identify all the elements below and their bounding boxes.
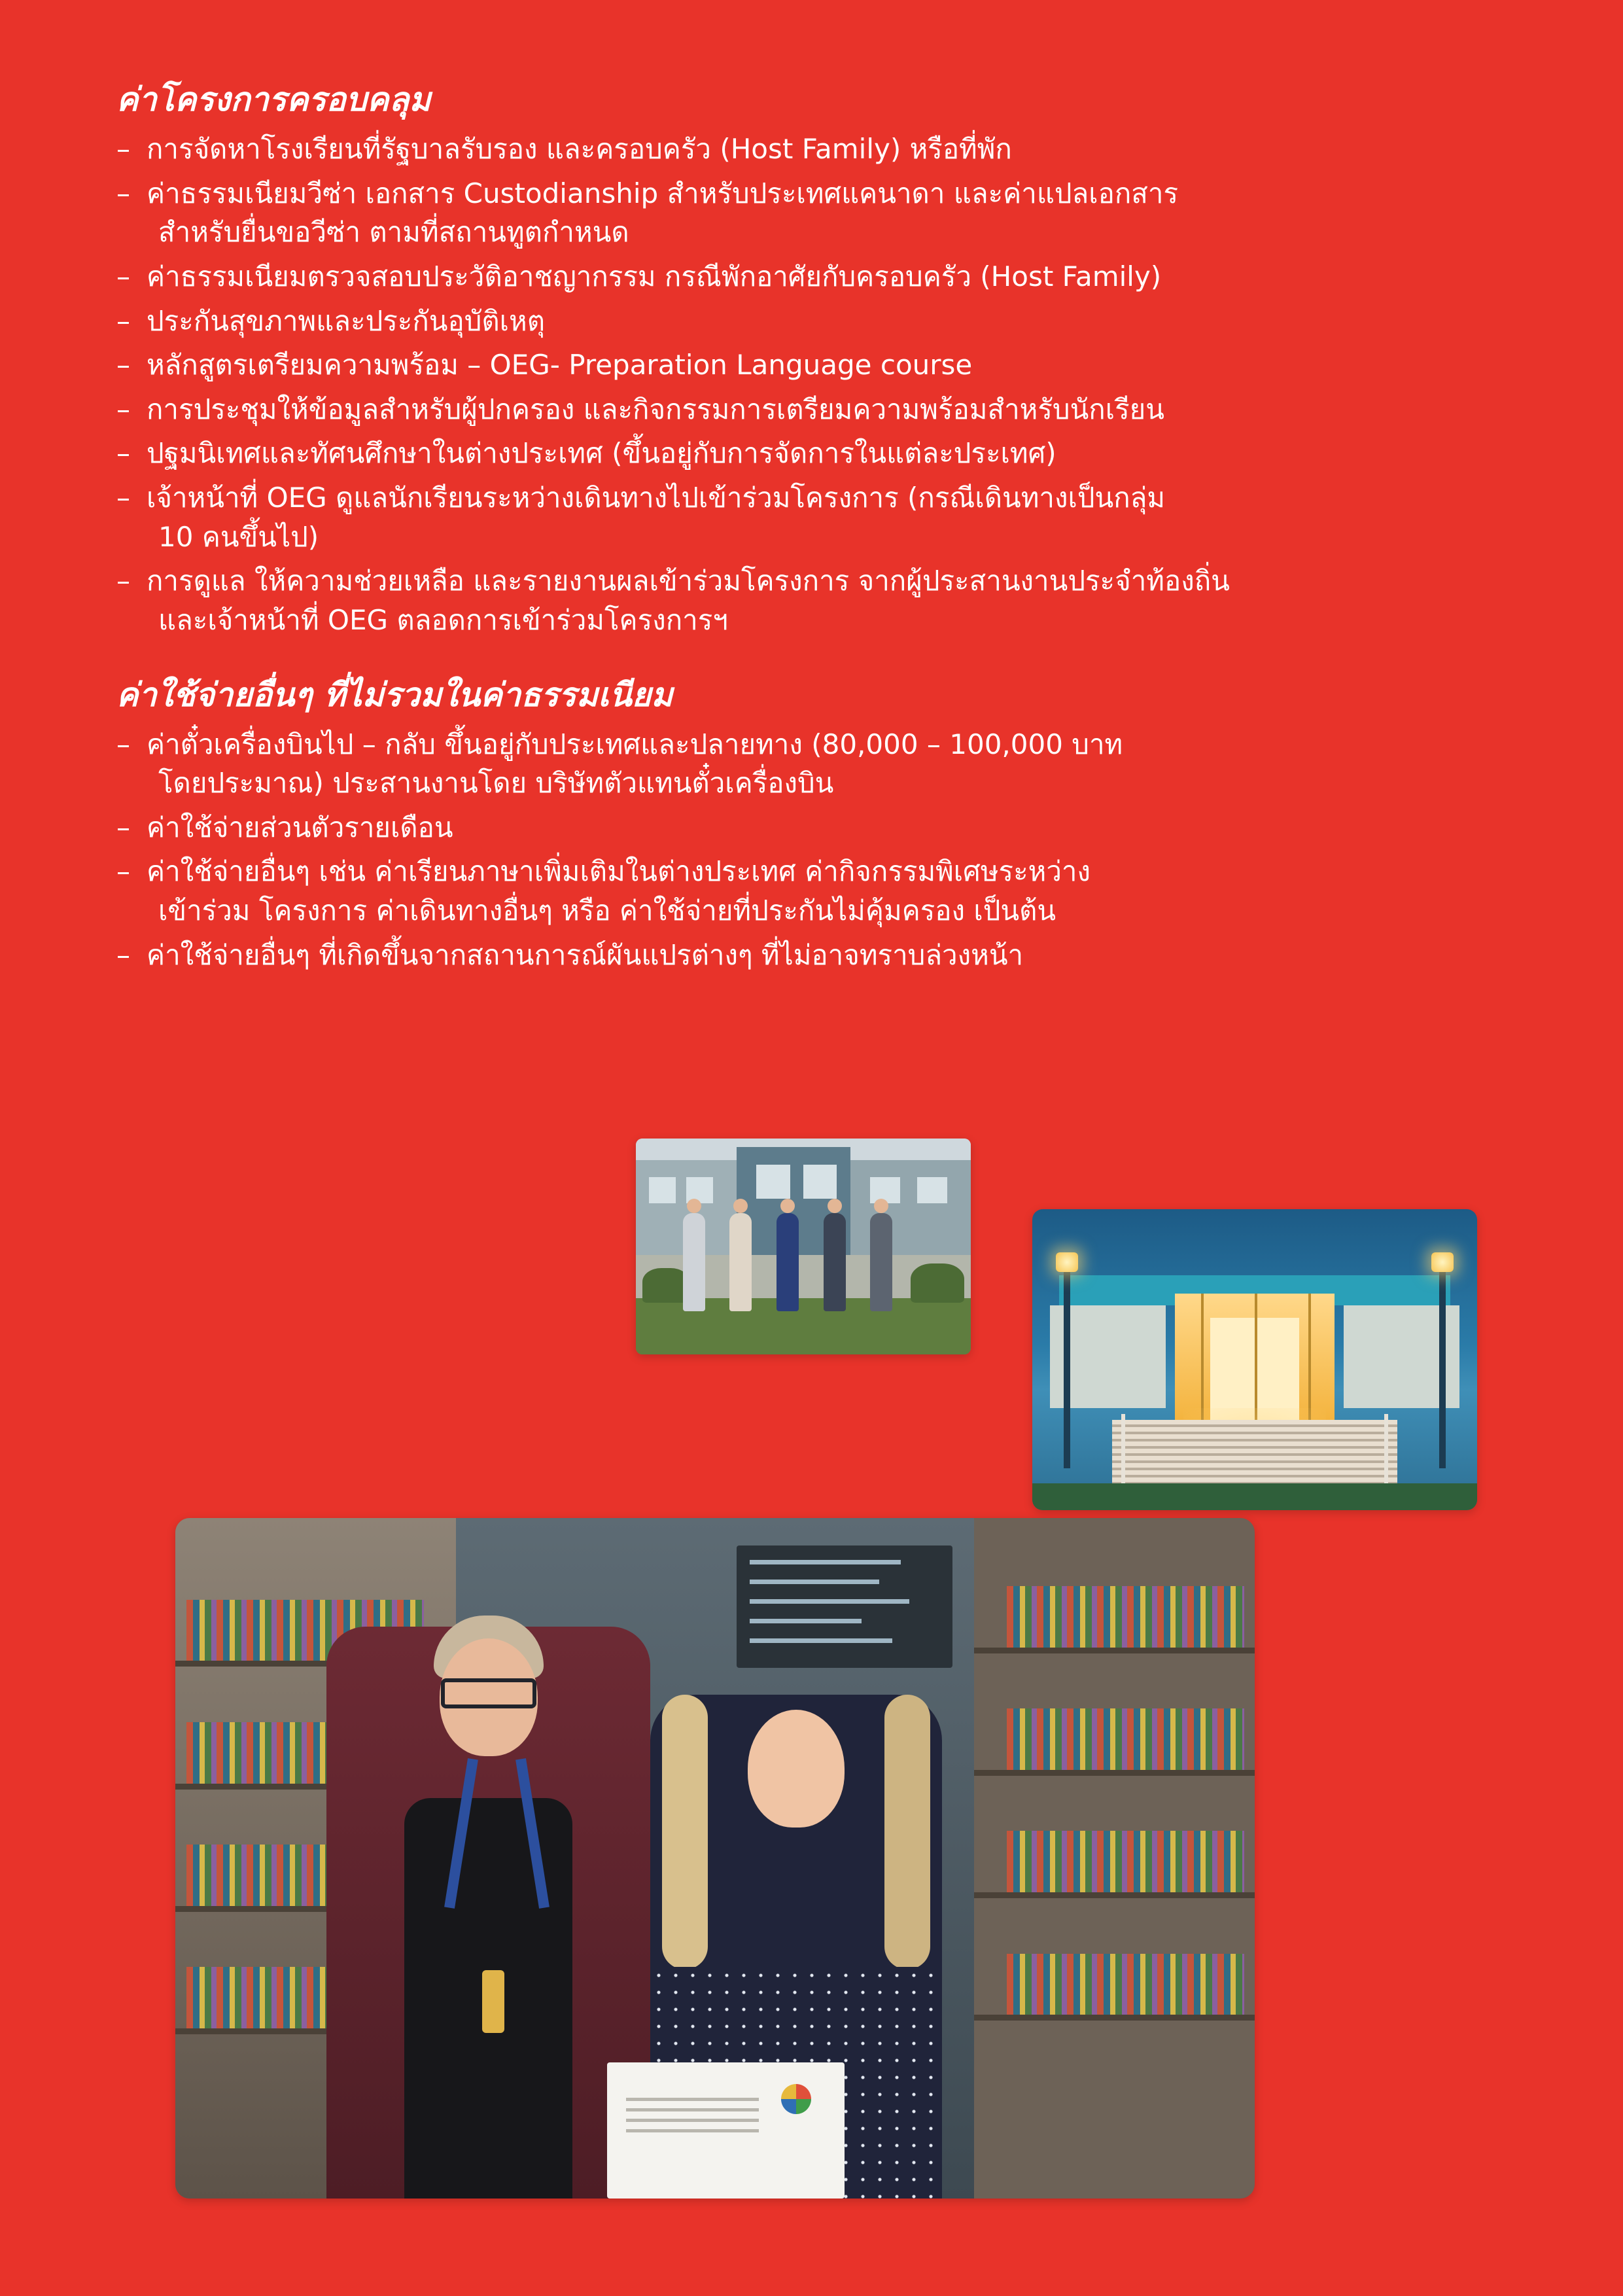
list-item-text: หลักสูตรเตรียมความพร้อม – OEG- Preparation Language course [147, 349, 973, 381]
list-item [116, 130, 1359, 169]
bullet-marker: – [116, 855, 130, 888]
list-item-text-continued: เข้าร่วม โครงการ ค่าเดินทางอื่นๆ หรือ ค่าใช้จ่ายที่ประกันไม่คุ้มครอง เป็นต้น [158, 894, 1056, 927]
students-group-outside-school-photo [636, 1139, 971, 1354]
list-item-text-continued: 10 คนขึ้นไป) [158, 520, 319, 553]
list-item [116, 257, 1359, 296]
list-item [116, 852, 1359, 930]
list-item-text-continued: สำหรับยื่นขอวีซ่า ตามที่สถานทูตกำหนด [158, 216, 629, 249]
bullet-marker: – [116, 482, 130, 514]
teacher-and-student-in-library-photo [175, 1518, 1255, 2199]
bullet-marker: – [116, 260, 130, 292]
list-item [116, 936, 1359, 975]
list-item [116, 302, 1359, 341]
section-heading: ค่าโครงการครอบคลุม [116, 80, 431, 118]
bullet-marker: – [116, 393, 130, 425]
bullet-marker: – [116, 565, 130, 597]
list-item-text: ประกันสุขภาพและประกันอุบัติเหตุ [147, 304, 545, 337]
list-item [116, 478, 1359, 556]
list-item-text: ค่าธรรมเนียมตรวจสอบประวัติอาชญากรรม กรณีพักอาศัยกับครอบครัว (Host Family) [147, 260, 1162, 292]
list-item [116, 725, 1359, 803]
list-item-text: ค่าใช้จ่ายส่วนตัวรายเดือน [147, 811, 453, 843]
list-item-text: ค่าตั๋วเครื่องบินไป – กลับ ขึ้นอยู่กับประเทศและปลายทาง (80,000 – 100,000 บาท [147, 728, 1123, 760]
bullet-marker: – [116, 349, 130, 381]
bullet-marker: – [116, 437, 130, 470]
included-fees-list [116, 130, 1359, 640]
list-item-text: การจัดหาโรงเรียนที่รัฐบาลรับรอง และครอบครัว (Host Family) หรือที่พัก [147, 133, 1012, 165]
bullet-marker: – [116, 811, 130, 843]
list-item [116, 808, 1359, 847]
list-item-text: เจ้าหน้าที่ OEG ดูแลนักเรียนระหว่างเดินทางไปเข้าร่วมโครงการ (กรณีเดินทางเป็นกลุ่ม [147, 482, 1166, 514]
list-item-text-continued: โดยประมาณ) ประสานงานโดย บริษัทตัวแทนตั๋วเครื่องบิน [158, 767, 834, 800]
bullet-marker: – [116, 938, 130, 971]
list-item [116, 561, 1359, 639]
certificate-paper [607, 2062, 845, 2199]
content-column [116, 79, 1359, 1008]
list-item [116, 345, 1359, 385]
list-item-text: ค่าธรรมเนียมวีซ่า เอกสาร Custodianship สำหรับประเทศแคนาดา และค่าแปลเอกสาร [147, 177, 1179, 209]
bullet-marker: – [116, 304, 130, 337]
bullet-marker: – [116, 728, 130, 760]
list-item [116, 434, 1359, 473]
section-included-fees [116, 79, 1359, 640]
school-entrance-evening-photo [1032, 1209, 1477, 1510]
list-item [116, 390, 1359, 429]
bullet-marker: – [116, 177, 130, 209]
section-heading: ค่าใช้จ่ายอื่นๆ ที่ไม่รวมในค่าธรรมเนียม [116, 675, 673, 714]
teacher-figure [326, 1627, 650, 2199]
bullet-marker: – [116, 133, 130, 165]
section-excluded-fees [116, 674, 1359, 975]
list-item-text: ค่าใช้จ่ายอื่นๆ เช่น ค่าเรียนภาษาเพิ่มเติมในต่างประเทศ ค่ากิจกรรมพิเศษระหว่าง [147, 855, 1091, 888]
list-item [116, 174, 1359, 252]
excluded-fees-list [116, 725, 1359, 975]
list-item-text: ปฐมนิเทศและทัศนศึกษาในต่างประเทศ (ขึ้นอยู่กับการจัดการในแต่ละประเทศ) [147, 437, 1056, 470]
list-item-text: การประชุมให้ข้อมูลสำหรับผู้ปกครอง และกิจกรรมการเตรียมความพร้อมสำหรับนักเรียน [147, 393, 1164, 425]
list-item-text: การดูแล ให้ความช่วยเหลือ และรายงานผลเข้าร่วมโครงการ จากผู้ประสานงานประจำท้องถิ่น [147, 565, 1230, 597]
list-item-text: ค่าใช้จ่ายอื่นๆ ที่เกิดขึ้นจากสถานการณ์ผันแปรต่างๆ ที่ไม่อาจทราบล่วงหน้า [147, 938, 1024, 971]
list-item-text-continued: และเจ้าหน้าที่ OEG ตลอดการเข้าร่วมโครงการฯ [158, 603, 728, 636]
